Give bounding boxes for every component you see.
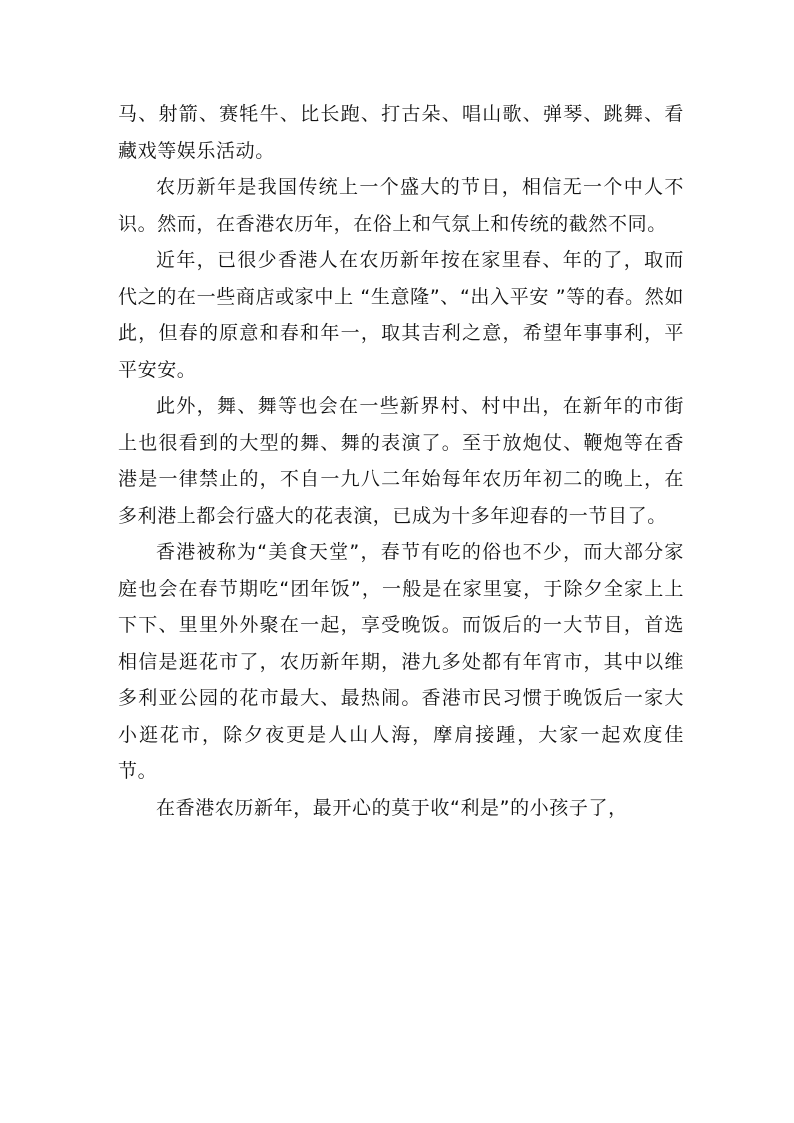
paragraph-2: 农历新年是我国传统上一个盛大的节日，相信无一个中人不识。然而，在香港农历年，在俗上和气氛上和传统的截然不同。 [118, 176, 684, 235]
paragraph-3: 近年，已很少香港人在农历新年按在家里春、年的了，取而代之的在一些商店或家中上 “生意隆”、“出入平安 ”等的春。然如此，但春的原意和春和年一，取其吉利之意，希望年事事利，平平安安。 [118, 249, 684, 381]
paragraph-1: 马、射箭、赛牦牛、比长跑、打古朵、唱山歌、弹琴、跳舞、看藏戏等娱乐活动。 [118, 103, 684, 162]
paragraph-6: 在香港农历新年，最开心的莫于收“利是”的小孩子了， [156, 796, 628, 819]
body-text [118, 96, 684, 826]
paragraph-5: 香港被称为“美食天堂”，春节有吃的俗也不少，而大部分家庭也会在春节期吃“团年饭”，一般是在家里宴，于除夕全家上上下下、里里外外聚在一起，享受晚饭。而饭后的一大节目，首选相信是逛花市了，农历新年期，港九多处都有年宵市，其中以维多利亚公园的花市最大、最热闹。香港市民习惯于晚饭后一家大小逛花市，除夕夜更是人山人海，摩肩接踵，大家一起欢度佳节。 [118, 541, 684, 782]
paragraph-4: 此外，舞、舞等也会在一些新界村、村中出，在新年的市街上也很看到的大型的舞、舞的表演了。至于放炮仗、鞭炮等在香港是一律禁止的，不自一九八二年始每年农历年初二的晚上，在多利港上都会行盛大的花表演，已成为十多年迎春的一节目了。 [118, 395, 684, 527]
